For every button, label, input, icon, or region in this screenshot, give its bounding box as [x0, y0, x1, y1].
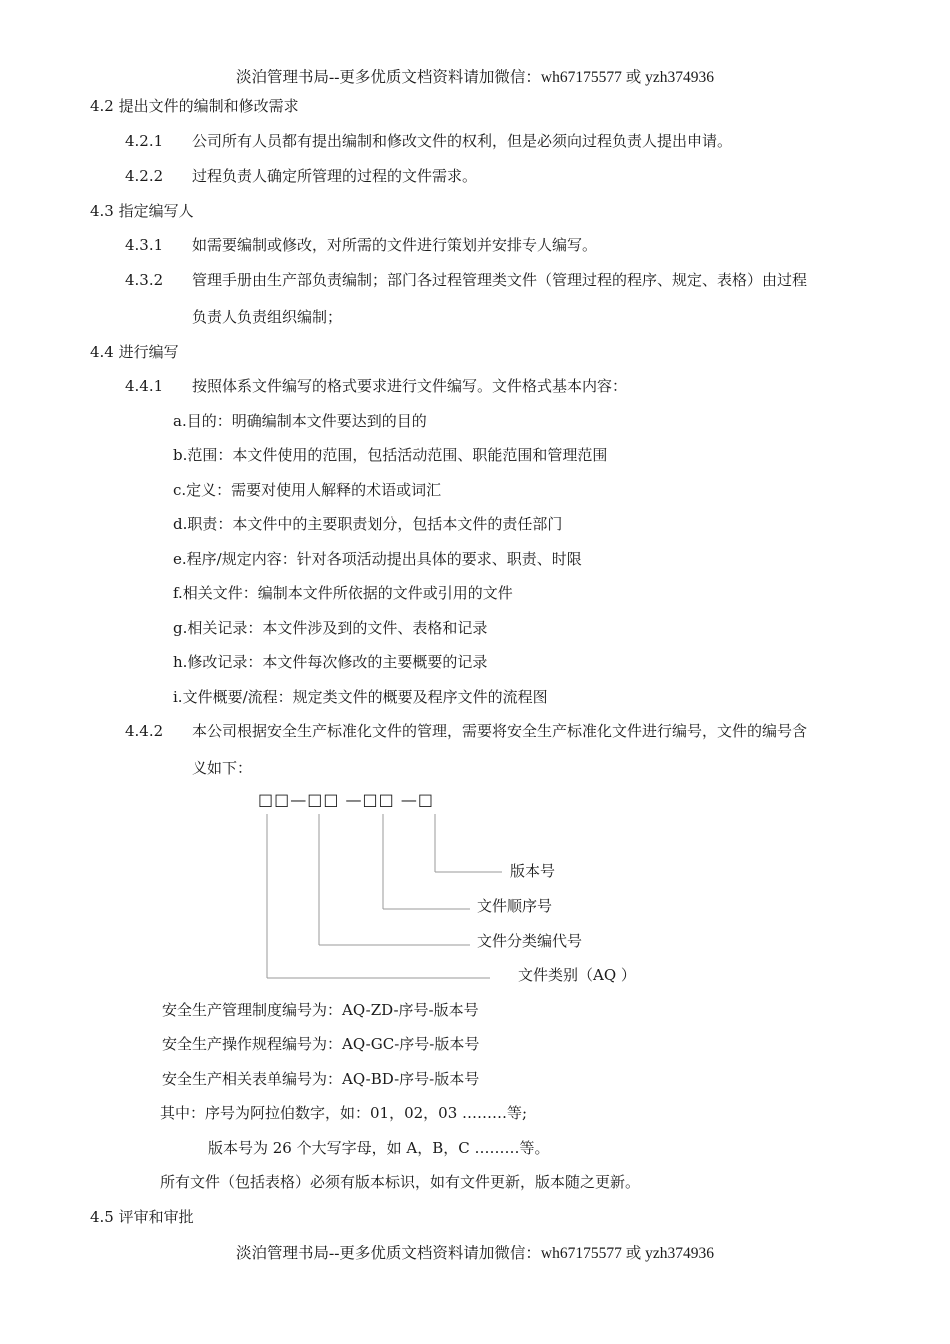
section-4-2-title: 4.2 提出文件的编制和修改需求 [90, 97, 299, 115]
note-version: 版本号为 26 个大写字母，如 A，B，C ………等。 [208, 1139, 550, 1157]
format-item-overview: i.文件概要/流程：规定类文件的概要及程序文件的流程图 [173, 688, 548, 706]
note-all-files: 所有文件（包括表格）必须有版本标识，如有文件更新，版本随之更新。 [160, 1173, 641, 1191]
item-number: 4.4.1 [125, 377, 164, 395]
page-header: 淡泊管理书局--更多优质文档资料请加微信：wh67175577 或 yzh374936 [236, 69, 714, 86]
page-footer: 淡泊管理书局--更多优质文档资料请加微信：wh67175577 或 yzh374936 [236, 1245, 714, 1262]
note-sequence: 其中：序号为阿拉伯数字，如：01，02，03 ………等; [160, 1104, 528, 1122]
diagram-connector-lines [250, 788, 670, 993]
item-text: 按照体系文件编写的格式要求进行文件编写。文件格式基本内容： [192, 377, 628, 395]
code-forms: 安全生产相关表单编号为：AQ-BD-序号-版本号 [162, 1070, 480, 1088]
item-4-4-1 [125, 376, 627, 396]
item-text: 管理手册由生产部负责编制；部门各过程管理类文件（管理过程的程序、规定、表格）由过程 [192, 271, 808, 289]
section-4-3-title: 4.3 指定编写人 [90, 202, 194, 220]
format-item-revision-records: h.修改记录：本文件每次修改的主要概要的记录 [173, 653, 488, 671]
item-number: 4.3.1 [125, 236, 164, 254]
code-operation: 安全生产操作规程编号为：AQ-GC-序号-版本号 [162, 1035, 480, 1053]
item-text: 本公司根据安全生产标准化文件的管理，需要将安全生产标准化文件进行编号，文件的编号含 [192, 722, 808, 740]
item-4-3-2 [125, 270, 807, 290]
format-item-related-records: g.相关记录：本文件涉及到的文件、表格和记录 [173, 619, 488, 637]
section-4-4-title: 4.4 进行编写 [90, 343, 179, 361]
item-number: 4.3.2 [125, 271, 164, 289]
numbering-diagram [250, 788, 670, 993]
code-management: 安全生产管理制度编号为：AQ-ZD-序号-版本号 [162, 1001, 479, 1019]
label-category-code: 文件分类编代号 [477, 932, 583, 950]
format-item-duties: d.职责：本文件中的主要职责划分，包括本文件的责任部门 [173, 515, 563, 533]
format-item-scope: b.范围：本文件使用的范围，包括活动范围、职能范围和管理范围 [173, 446, 608, 464]
format-item-procedure: e.程序/规定内容：针对各项活动提出具体的要求、职责、时限 [173, 550, 582, 568]
label-sequence: 文件顺序号 [477, 897, 553, 915]
item-4-3-2-continued: 负责人负责组织编制； [192, 308, 343, 326]
item-number: 4.2.2 [125, 167, 164, 185]
item-4-2-1 [125, 131, 732, 151]
format-item-purpose: a.目的：明确编制本文件要达到的目的 [173, 412, 427, 430]
item-number: 4.2.1 [125, 132, 164, 150]
format-item-definition: c.定义：需要对使用人解释的术语或词汇 [173, 481, 442, 499]
item-number: 4.4.2 [125, 722, 164, 740]
code-pattern: □□—□□ —□□ —□ [258, 790, 434, 809]
item-text: 公司所有人员都有提出编制和修改文件的权利，但是必须向过程负责人提出申请。 [192, 132, 733, 150]
item-text: 过程负责人确定所管理的过程的文件需求。 [192, 167, 478, 185]
item-4-2-2 [125, 166, 477, 186]
format-item-related-docs: f.相关文件：编制本文件所依据的文件或引用的文件 [173, 584, 513, 602]
item-4-4-2-continued: 义如下： [192, 759, 253, 777]
label-doc-type: 文件类别（AQ ） [518, 966, 636, 984]
label-version: 版本号 [510, 862, 556, 880]
item-4-3-1 [125, 235, 597, 255]
item-text: 如需要编制或修改，对所需的文件进行策划并安排专人编写。 [192, 236, 598, 254]
item-4-4-2 [125, 721, 807, 741]
section-4-5-title: 4.5 评审和审批 [90, 1208, 194, 1226]
